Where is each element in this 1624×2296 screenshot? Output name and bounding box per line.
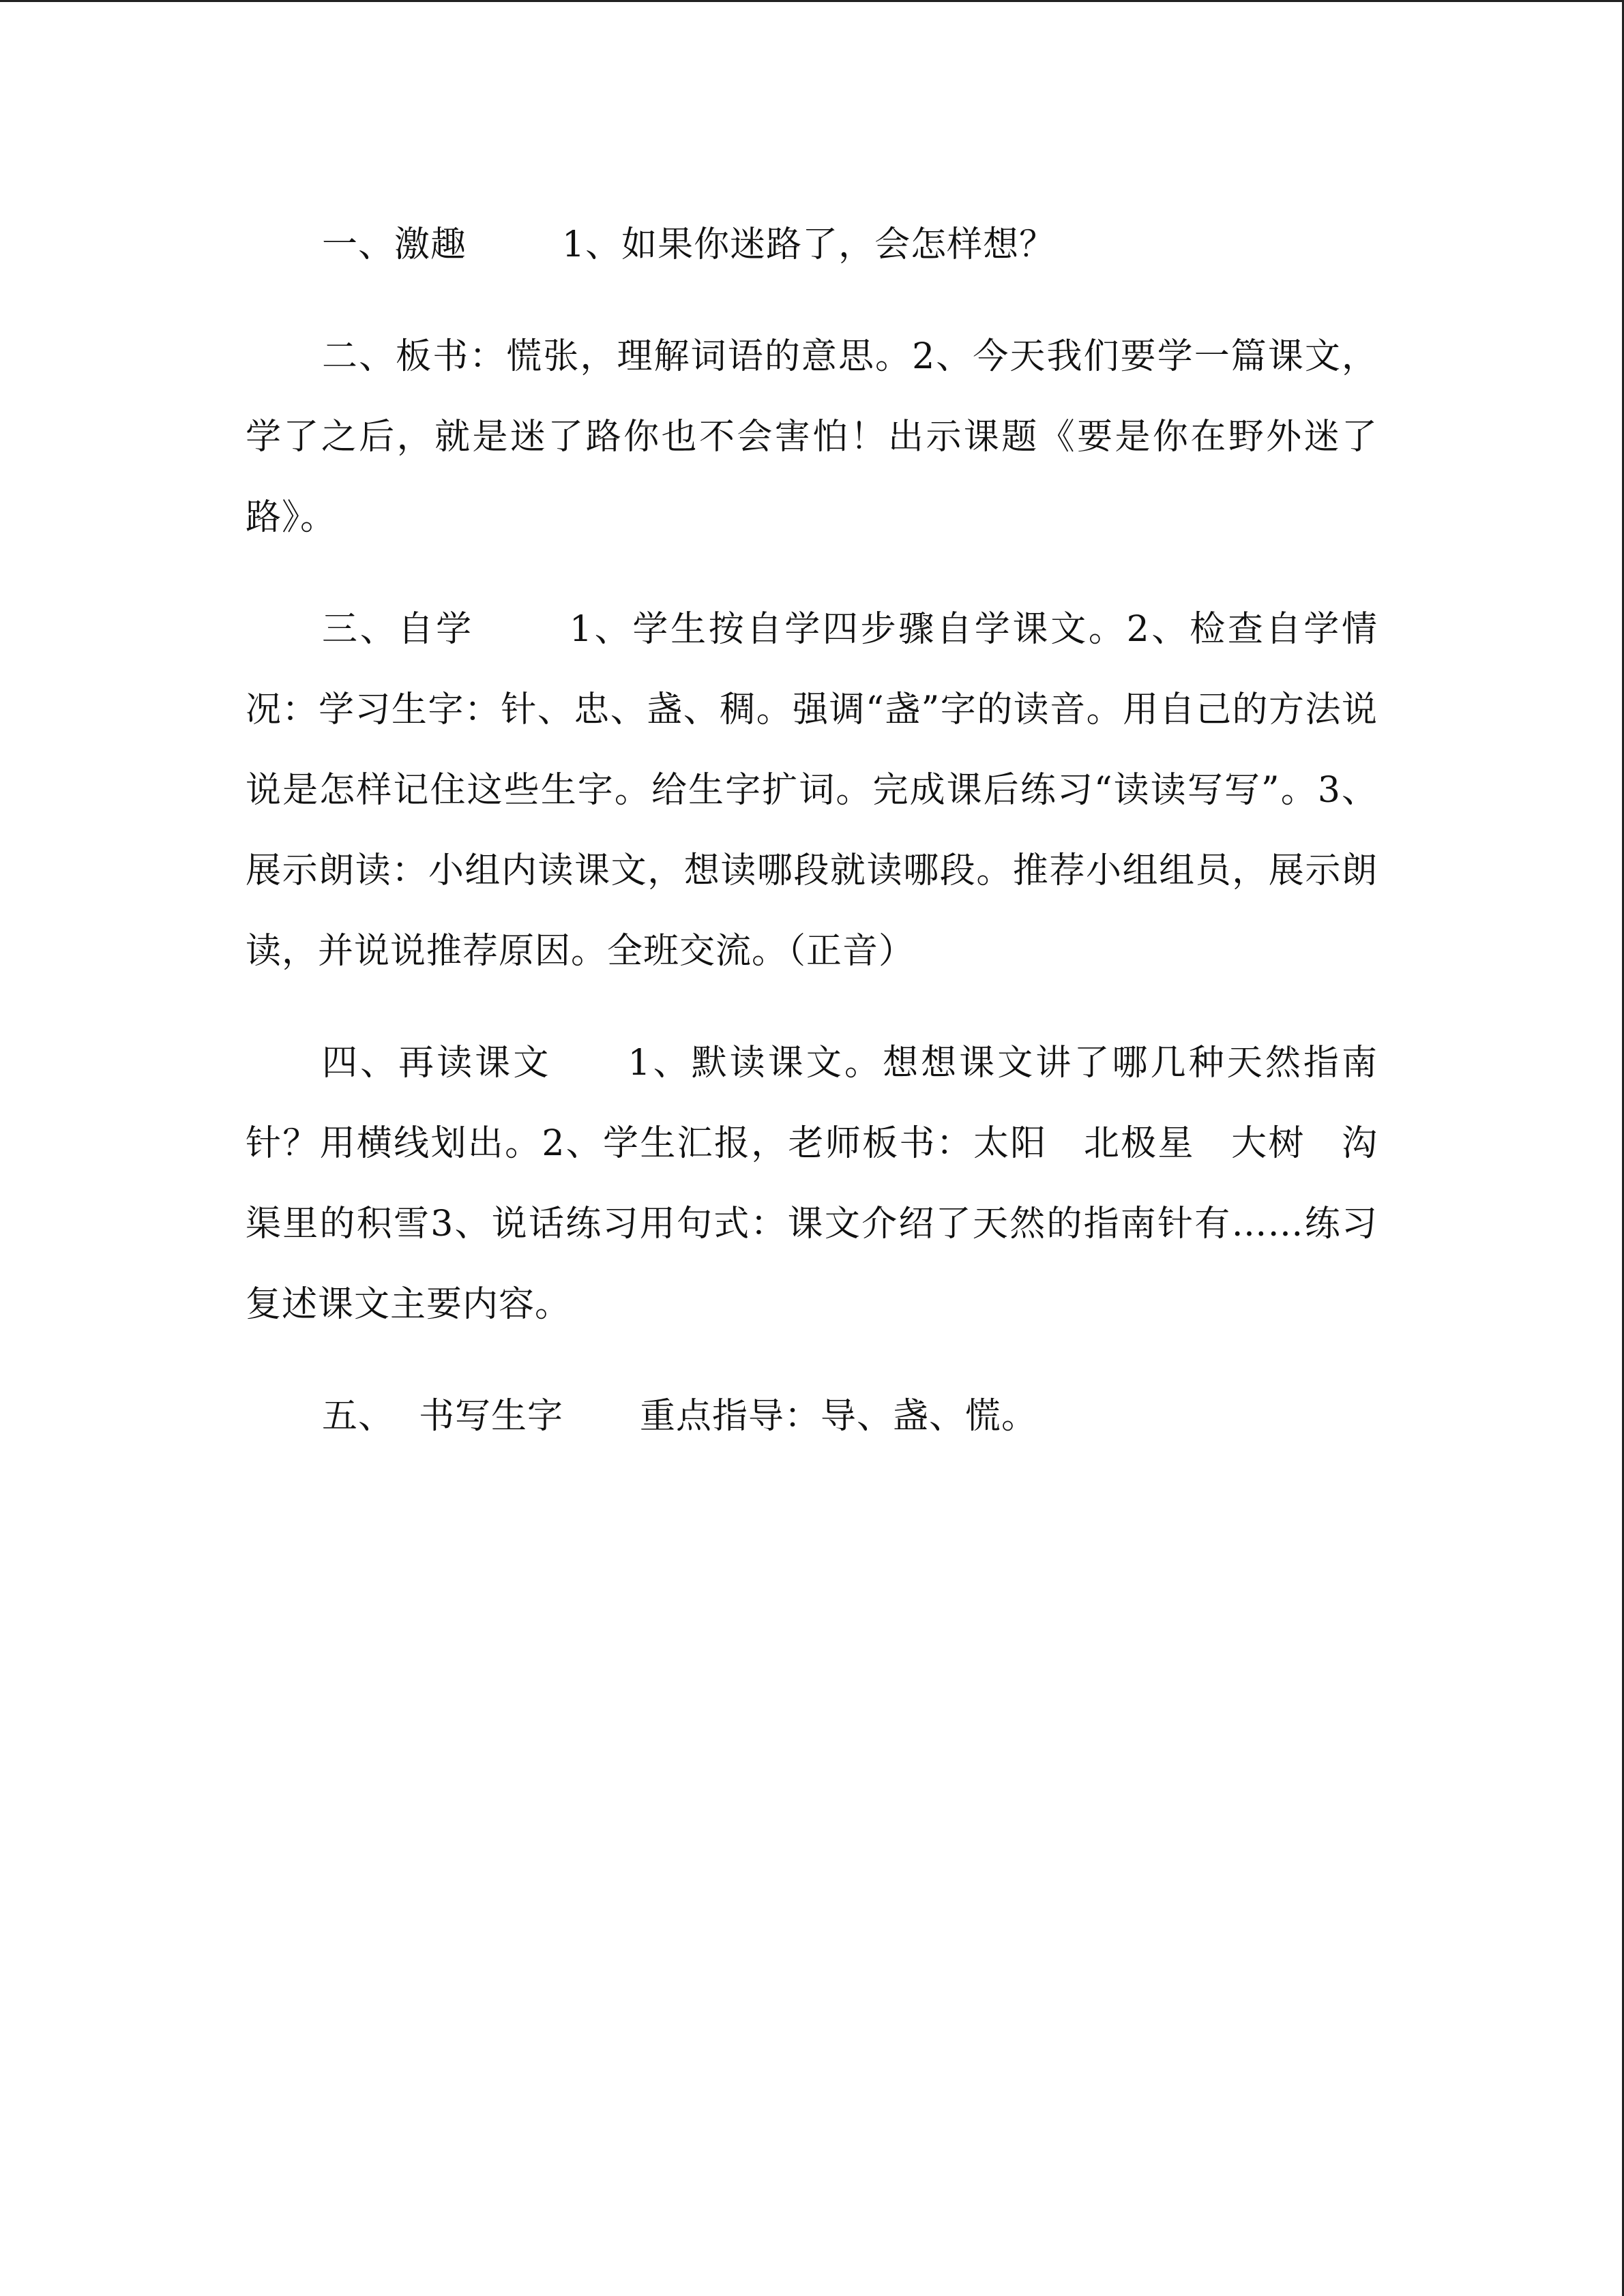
section-4-body-part1: 1、默读课文。想想课文讲了哪几种天然指南针？用横线划出。2、学生汇报，老师板书：太阳 [246,1043,1378,1164]
section-1-heading: 一、激趣 [322,224,467,265]
section-3-heading: 三、自学 [322,609,474,650]
section-1-body: 1、如果你迷路了，会怎样想？ [562,224,1056,265]
section-4-item-4: 沟渠里的积雪 [246,1123,1378,1244]
section-1 [246,205,1378,285]
section-2-text: 二、板书：慌张，理解词语的意思。2、今天我们要学一篇课文，学了之后，就是迷了路你也不会害怕！出示课题《要是你在野外迷了路》。 [246,336,1378,538]
section-3 [246,589,1378,992]
section-4-item-3: 大树 [1230,1123,1305,1164]
section-3-body: 1、学生按自学四步骤自学课文。2、检查自学情况：学习生字：针、忠、盏、稠。强调“盏”字的读音。用自己的方法说说是怎样记住这些生字。给生字扩词。完成课后练习“读读写写”。3、展示朗读：小组内读课文，想读哪段就读哪段。推荐小组组员，展示朗读，并说说推荐原因。全班交流。（正音） [246,609,1378,972]
section-4-body-part2: 3、说话练习用句式：课文介绍了天然的指南针有……练习复述课文主要内容。 [246,1204,1378,1325]
section-5 [246,1376,1378,1457]
section-5-body: 重点指导：导、盏、慌。 [640,1396,1038,1437]
section-4-item-2: 北极星 [1082,1123,1195,1164]
section-4-heading: 四、再读课文 [322,1043,552,1084]
document-body [246,205,1378,1488]
section-2 [246,316,1378,558]
section-5-heading: 书写生字 [419,1396,564,1437]
section-4 [246,1023,1378,1345]
section-5-number: 五、 [322,1396,395,1437]
